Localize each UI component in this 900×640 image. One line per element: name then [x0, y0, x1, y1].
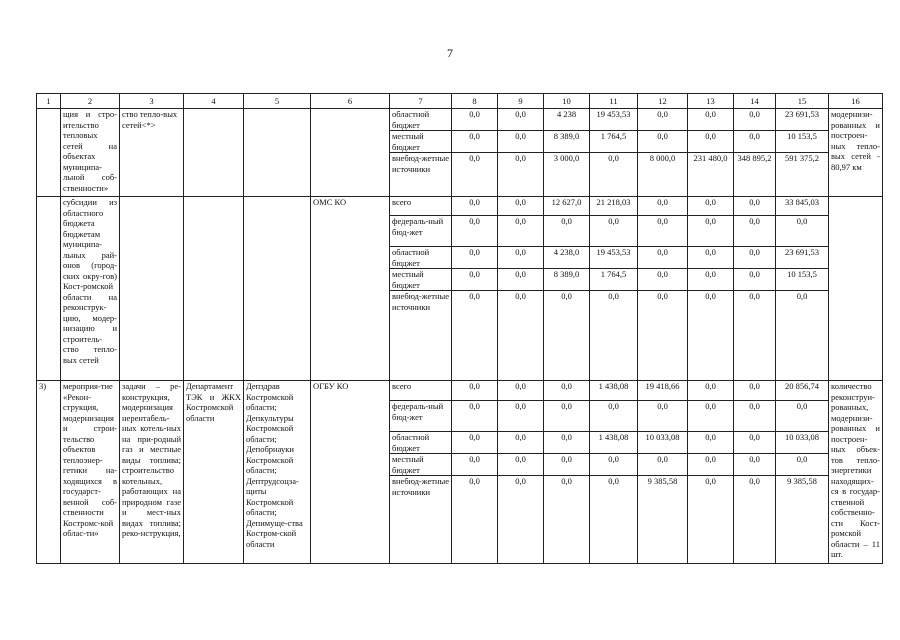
amount-cell: 0,0 [688, 291, 734, 381]
responsible-cell: Департамент ТЭК и ЖКХ Костромской области [184, 381, 244, 564]
recipient-cell-empty [311, 109, 390, 197]
amount-cell: 0,0 [776, 454, 829, 476]
funding-source-cell: областной бюджет [390, 432, 452, 454]
amount-cell: 0,0 [590, 476, 638, 564]
amount-cell: 0,0 [544, 381, 590, 401]
amount-cell: 0,0 [638, 401, 688, 432]
measure-name-cell: субсидии из областного бюджета бюджетам муниципа-льных рай-онов (город-ских окру-гов) Кост-ромской области на реконструк-цию, модер-низацию и строитель-ство тепло-вых сетей [61, 197, 120, 381]
amount-cell: 0,0 [498, 153, 544, 197]
recipient-cell: ОГБУ КО [311, 381, 390, 564]
amount-cell: 0,0 [590, 291, 638, 381]
funding-source-cell: внебюд-жетные источники [390, 476, 452, 564]
amount-cell: 0,0 [688, 381, 734, 401]
amount-cell: 0,0 [638, 109, 688, 131]
amount-cell: 10 033,08 [638, 432, 688, 454]
header-cell: 6 [311, 94, 390, 109]
amount-cell: 0,0 [688, 109, 734, 131]
amount-cell: 0,0 [452, 197, 498, 216]
participant-cell-empty [244, 197, 311, 381]
amount-cell: 0,0 [638, 216, 688, 247]
header-row [37, 94, 883, 109]
amount-cell: 0,0 [452, 476, 498, 564]
amount-cell: 0,0 [452, 401, 498, 432]
amount-cell: 0,0 [498, 476, 544, 564]
amount-cell: 8 389,0 [544, 131, 590, 153]
header-cell: 10 [544, 94, 590, 109]
amount-cell: 0,0 [590, 401, 638, 432]
funding-source-cell: местный бюджет [390, 269, 452, 291]
amount-cell: 0,0 [734, 109, 776, 131]
number-cell-empty [37, 197, 61, 381]
amount-cell: 0,0 [452, 216, 498, 247]
amount-cell: 0,0 [688, 197, 734, 216]
task-cell: задачи – ре-конструкция, модернизация нерентабель-ных котель-ных на при-родный газ и местные виды топлива; строительство котельных, работающих на природном газе и мест-ных видах топлива; реко-нструкция, [120, 381, 184, 564]
amount-cell: 12 627,0 [544, 197, 590, 216]
amount-cell: 0,0 [638, 291, 688, 381]
header-cell: 15 [776, 94, 829, 109]
amount-cell: 0,0 [590, 216, 638, 247]
amount-cell: 19 453,53 [590, 109, 638, 131]
amount-cell: 0,0 [452, 454, 498, 476]
amount-cell: 591 375,2 [776, 153, 829, 197]
amount-cell: 1 764,5 [590, 269, 638, 291]
amount-cell: 0,0 [734, 454, 776, 476]
recipient-cell: ОМС КО [311, 197, 390, 381]
amount-cell: 0,0 [590, 153, 638, 197]
amount-cell: 0,0 [638, 197, 688, 216]
funding-source-cell: всего [390, 381, 452, 401]
table-row [37, 197, 883, 216]
indicator-cell: модернизи-рованных и построен-ных тепло-вых сетей - 80,97 км [829, 109, 883, 197]
amount-cell: 0,0 [544, 291, 590, 381]
task-cell-empty [120, 197, 184, 381]
amount-cell: 0,0 [734, 401, 776, 432]
amount-cell: 0,0 [638, 269, 688, 291]
funding-source-cell: областной бюджет [390, 247, 452, 269]
amount-cell: 0,0 [638, 131, 688, 153]
amount-cell: 23 691,53 [776, 247, 829, 269]
amount-cell: 0,0 [776, 291, 829, 381]
amount-cell: 1 438,08 [590, 381, 638, 401]
participant-cell-empty [244, 109, 311, 197]
amount-cell: 0,0 [688, 476, 734, 564]
table-row [37, 109, 883, 131]
amount-cell: 8 389,0 [544, 269, 590, 291]
amount-cell: 0,0 [498, 401, 544, 432]
indicator-cell: количество реконструи-рованных, модернизи-рованных и построен-ных объек-тов тепло-энергетики находящих-ся в государ-ственной собственно-сти Кост-ромской области – 11 шт. [829, 381, 883, 564]
funding-source-cell: местный бюджет [390, 131, 452, 153]
header-cell: 1 [37, 94, 61, 109]
amount-cell: 0,0 [734, 216, 776, 247]
amount-cell: 0,0 [452, 269, 498, 291]
funding-source-cell: внебюд-жетные источники [390, 291, 452, 381]
amount-cell: 0,0 [452, 131, 498, 153]
amount-cell: 0,0 [498, 131, 544, 153]
amount-cell: 8 000,0 [638, 153, 688, 197]
amount-cell: 10 153,5 [776, 269, 829, 291]
amount-cell: 0,0 [638, 247, 688, 269]
participant-cell: Депздрав Костромской области; Депкультуры Костромской области; Депобрнауки Костромской области; Дептрудсоцза-щиты Костромской области; Депимуще-ства Костром-ской области [244, 381, 311, 564]
funding-source-cell: областной бюджет [390, 109, 452, 131]
header-cell: 16 [829, 94, 883, 109]
amount-cell: 0,0 [688, 216, 734, 247]
amount-cell: 4 238,0 [544, 247, 590, 269]
amount-cell: 0,0 [734, 197, 776, 216]
amount-cell: 0,0 [734, 381, 776, 401]
amount-cell: 0,0 [734, 131, 776, 153]
amount-cell: 9 385,58 [776, 476, 829, 564]
amount-cell: 0,0 [498, 109, 544, 131]
amount-cell: 19 418,66 [638, 381, 688, 401]
funding-source-cell: внебюд-жетные источники [390, 153, 452, 197]
amount-cell: 0,0 [776, 216, 829, 247]
amount-cell: 9 385,58 [638, 476, 688, 564]
amount-cell: 0,0 [688, 401, 734, 432]
amount-cell: 0,0 [590, 454, 638, 476]
funding-source-cell: федераль-ный бюд-жет [390, 401, 452, 432]
amount-cell: 348 895,2 [734, 153, 776, 197]
header-cell: 13 [688, 94, 734, 109]
header-cell: 8 [452, 94, 498, 109]
amount-cell: 0,0 [498, 269, 544, 291]
amount-cell: 0,0 [734, 291, 776, 381]
page-number: 7 [447, 46, 453, 60]
table-body [37, 94, 883, 564]
responsible-cell-empty [184, 109, 244, 197]
program-table [36, 93, 883, 564]
funding-source-cell: местный бюджет [390, 454, 452, 476]
amount-cell: 20 856,74 [776, 381, 829, 401]
measure-name-cell: мероприя-тие «Рекон-струкция, модернизация и строи-тельство объектов теплоэнер-гетики на-ходящихся в государст-венной соб-ственности Костромс-кой облас-ти» [61, 381, 120, 564]
table-row [37, 381, 883, 401]
amount-cell: 10 033,08 [776, 432, 829, 454]
amount-cell: 231 480,0 [688, 153, 734, 197]
amount-cell: 0,0 [498, 197, 544, 216]
funding-source-cell: всего [390, 197, 452, 216]
amount-cell: 0,0 [452, 109, 498, 131]
amount-cell: 0,0 [734, 476, 776, 564]
amount-cell: 0,0 [734, 269, 776, 291]
amount-cell: 0,0 [498, 381, 544, 401]
amount-cell: 23 691,53 [776, 109, 829, 131]
number-cell-empty [37, 109, 61, 197]
amount-cell: 0,0 [452, 153, 498, 197]
indicator-cell-empty [829, 197, 883, 381]
amount-cell: 0,0 [638, 454, 688, 476]
amount-cell: 0,0 [544, 401, 590, 432]
amount-cell: 0,0 [498, 216, 544, 247]
amount-cell: 4 238 [544, 109, 590, 131]
amount-cell: 1 438,08 [590, 432, 638, 454]
header-cell: 5 [244, 94, 311, 109]
header-cell: 7 [390, 94, 452, 109]
header-cell: 2 [61, 94, 120, 109]
amount-cell: 0,0 [452, 291, 498, 381]
amount-cell: 0,0 [544, 432, 590, 454]
amount-cell: 19 453,53 [590, 247, 638, 269]
amount-cell: 0,0 [544, 476, 590, 564]
number-cell: 3) [37, 381, 61, 564]
header-cell: 11 [590, 94, 638, 109]
amount-cell: 0,0 [688, 432, 734, 454]
amount-cell: 0,0 [498, 432, 544, 454]
amount-cell: 3 000,0 [544, 153, 590, 197]
amount-cell: 0,0 [498, 291, 544, 381]
amount-cell: 10 153,5 [776, 131, 829, 153]
amount-cell: 33 845,03 [776, 197, 829, 216]
amount-cell: 0,0 [734, 247, 776, 269]
amount-cell: 0,0 [544, 454, 590, 476]
amount-cell: 1 764,5 [590, 131, 638, 153]
amount-cell: 0,0 [452, 381, 498, 401]
amount-cell: 0,0 [688, 454, 734, 476]
amount-cell: 0,0 [544, 216, 590, 247]
amount-cell: 0,0 [498, 247, 544, 269]
amount-cell: 0,0 [688, 247, 734, 269]
amount-cell: 0,0 [776, 401, 829, 432]
amount-cell: 21 218,03 [590, 197, 638, 216]
funding-source-cell: федераль-ный бюд-жет [390, 216, 452, 247]
amount-cell: 0,0 [498, 454, 544, 476]
amount-cell: 0,0 [688, 131, 734, 153]
task-cell: ство тепло-вых сетей<*> [120, 109, 184, 197]
responsible-cell-empty [184, 197, 244, 381]
amount-cell: 0,0 [452, 247, 498, 269]
header-cell: 14 [734, 94, 776, 109]
header-cell: 9 [498, 94, 544, 109]
amount-cell: 0,0 [688, 269, 734, 291]
header-cell: 12 [638, 94, 688, 109]
header-cell: 4 [184, 94, 244, 109]
amount-cell: 0,0 [452, 432, 498, 454]
amount-cell: 0,0 [734, 432, 776, 454]
measure-name-cell: щия и стро-ительство тепловых сетей на объектах муниципа-льной соб-ственности» [61, 109, 120, 197]
header-cell: 3 [120, 94, 184, 109]
